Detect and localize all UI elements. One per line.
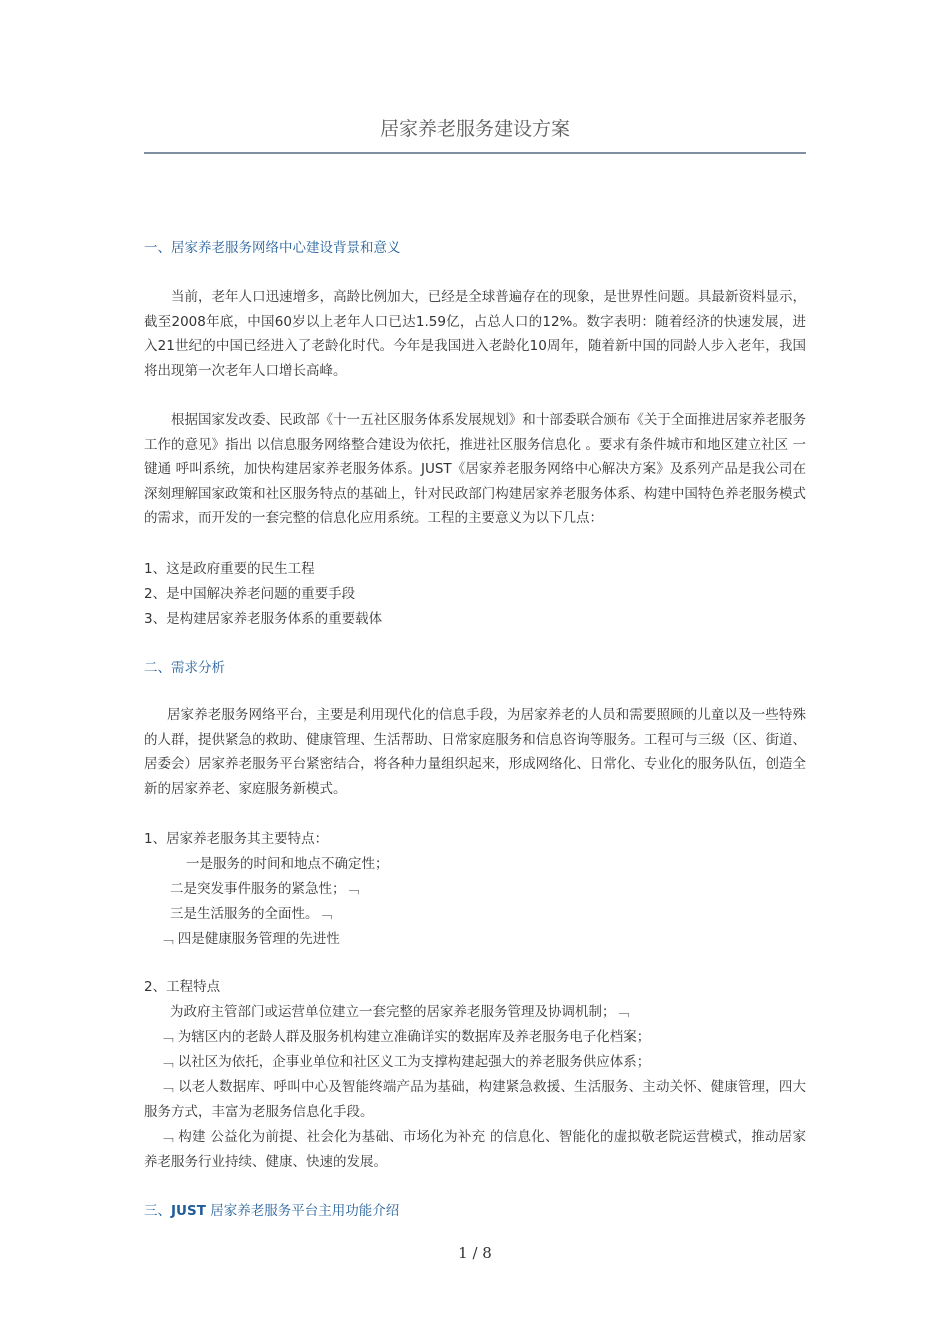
section-1-heading: 一、居家养老服务网络中心建设背景和意义 xyxy=(144,240,401,256)
feature-item-3: 三是生活服务的全面性。﹁ xyxy=(170,906,332,922)
document-title: 居家养老服务建设方案 xyxy=(379,118,570,140)
title-underline xyxy=(144,152,806,154)
section-3-heading xyxy=(144,1199,806,1224)
significance-item-2: 2、是中国解决养老问题的重要手段 xyxy=(144,586,356,602)
engineering-item-4: ﹁ 以老人数据库、呼叫中心及智能终端产品为基础，构建紧急救援、生活服务、主动关怀、健康管理，四大服务方式，丰富为老服务信息化手段。 xyxy=(144,1079,806,1120)
section-1-paragraph-1: 当前，老年人口迅速增多，高龄比例加大，已经是全球普遍存在的现象，是世界性问题。具最新资料显示，截至2008年底，中国60岁以上老年人口已达1.59亿，占总人口的12%。数字表明：随着经济的快速发展，进入21世纪的中国已经进入了老龄化时代。今年是我国进入老龄化10周年，随着新中国的同龄人步入老年，我国将出现第一次老年人口增长高峰。 xyxy=(144,289,806,379)
significance-item-3: 3、是构建居家养老服务体系的重要载体 xyxy=(144,611,383,627)
section-3-heading-prefix: 三、 xyxy=(144,1203,171,1219)
engineering-item-1: 为政府主管部门或运营单位建立一套完整的居家养老服务管理及协调机制；﹁ xyxy=(170,1004,629,1020)
engineering-item-5: ﹁ 构建 公益化为前提、社会化为基础、市场化为补充 的信息化、智能化的虚拟敬老院运营模式，推动居家养老服务行业持续、健康、快速的发展。 xyxy=(144,1129,806,1170)
section-2-paragraph-1: 居家养老服务网络平台，主要是利用现代化的信息手段，为居家养老的人员和需要照顾的儿童以及一些特殊的人群，提供紧急的救助、健康管理、生活帮助、日常家庭服务和信息咨询等服务。工程可与三级（区、街道、居委会）居家养老服务平台紧密结合，将各种力量组织起来，形成网络化、日常化、专业化的服务队伍，创造全新的居家养老、家庭服务新模式。 xyxy=(144,707,806,797)
page-number: 1 / 8 xyxy=(458,1244,492,1262)
section-3-heading-brand: JUST xyxy=(171,1203,206,1219)
features-title: 1、居家养老服务其主要特点： xyxy=(144,831,329,847)
engineering-item-2: ﹁ 为辖区内的老龄人群及服务机构建立准确详实的数据库及养老服务电子化档案； xyxy=(160,1029,651,1045)
feature-item-4: ﹁ 四是健康服务管理的先进性 xyxy=(160,931,340,947)
engineering-title: 2、工程特点 xyxy=(144,979,221,995)
feature-item-2: 二是突发事件服务的紧急性；﹁ xyxy=(170,881,359,897)
engineering-item-3: ﹁ 以社区为依托，企事业单位和社区义工为支撑构建起强大的养老服务供应体系； xyxy=(160,1054,651,1070)
section-3-heading-rest: 居家养老服务平台主用功能介绍 xyxy=(205,1203,400,1219)
section-2-heading: 二、需求分析 xyxy=(144,660,225,676)
feature-item-1: 一是服务的时间和地点不确定性； xyxy=(186,856,389,872)
section-1-paragraph-2: 根据国家发改委、民政部《十一五社区服务体系发展规划》和十部委联合颁布《关于全面推进居家养老服务工作的意见》指出 以信息服务网络整合建设为依托，推进社区服务信息化 。要求有条件城市和地区建立社区 一键通 呼叫系统，加快构建居家养老服务体系。JUST《居家养老服务网络中心解决方案》及系列产品是我公司在深刻理解国家政策和社区服务特点的基础上，针对民政部门构建居家养老服务体系、构建中国特色养老服务模式的需求，而开发的一套完整的信息化应用系统。工程的主要意义为以下几点： xyxy=(144,412,806,526)
significance-item-1: 1、这是政府重要的民生工程 xyxy=(144,561,315,577)
